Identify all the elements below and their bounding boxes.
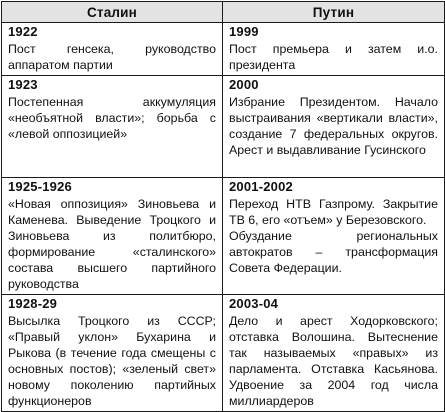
table-row: [2, 23, 445, 76]
cell-text: Дело и арест Ходорковского; отставка Волошина. Вытеснение так называемых «правых» из парламента. Отставка Касьянова. Удвоение за 2004 год числа миллиардеров: [229, 314, 438, 408]
cell-text: Высылка Троцкого из СССР; «Правый уклон» Бухарина и Рыкова (в течение года смещены с основных постов); «зеленый свет» новому поколению партийных функционеров: [8, 314, 216, 408]
table-row: [2, 178, 445, 295]
putin-cell: [223, 23, 445, 76]
table-header-row: [2, 2, 445, 23]
putin-cell: [223, 178, 445, 295]
year-label: 1925-1926: [8, 179, 72, 194]
year-label: 1922: [8, 24, 38, 39]
header-putin: Путин: [223, 2, 445, 23]
cell-text: Избрание Президентом. Начало выстраивания «вертикали власти», создание 7 федеральных округов. Арест и выдавливание Гусинского: [229, 95, 438, 157]
cell-text: Пост генсека, руководство аппаратом партии: [8, 42, 216, 72]
stalin-cell: [2, 295, 223, 412]
year-label: 1999: [229, 24, 259, 39]
table-row: [2, 295, 445, 412]
cell-text: Переход НТВ Газпрому. Закрытие ТВ 6, его «отъем» у Березовского.: [229, 197, 438, 227]
putin-cell: [223, 76, 445, 178]
cell-text: Пост премьера и затем и.о. президента: [229, 42, 438, 72]
cell-text: Постепенная аккумуляция «необъятной власти»; борьба с «левой оппозицией»: [8, 95, 216, 141]
year-label: 2003-04: [229, 296, 279, 311]
stalin-cell: [2, 178, 223, 295]
year-label: 2000: [229, 77, 259, 92]
year-label: 1928-29: [8, 296, 58, 311]
header-stalin: Сталин: [2, 2, 223, 23]
cell-text: Обуздание региональных автократов – трансформация Совета Федерации.: [229, 229, 438, 275]
table-row: [2, 76, 445, 178]
stalin-cell: [2, 76, 223, 178]
cell-text: «Новая оппозиция» Зиновьева и Каменева. Выведение Троцкого и Зиновьева из политбюро, формирование «сталинского» состава высшего партийного руководства: [8, 197, 216, 291]
year-label: 2001-2002: [229, 179, 293, 194]
stalin-cell: [2, 23, 223, 76]
comparison-table: [1, 1, 445, 412]
year-label: 1923: [8, 77, 38, 92]
putin-cell: [223, 295, 445, 412]
